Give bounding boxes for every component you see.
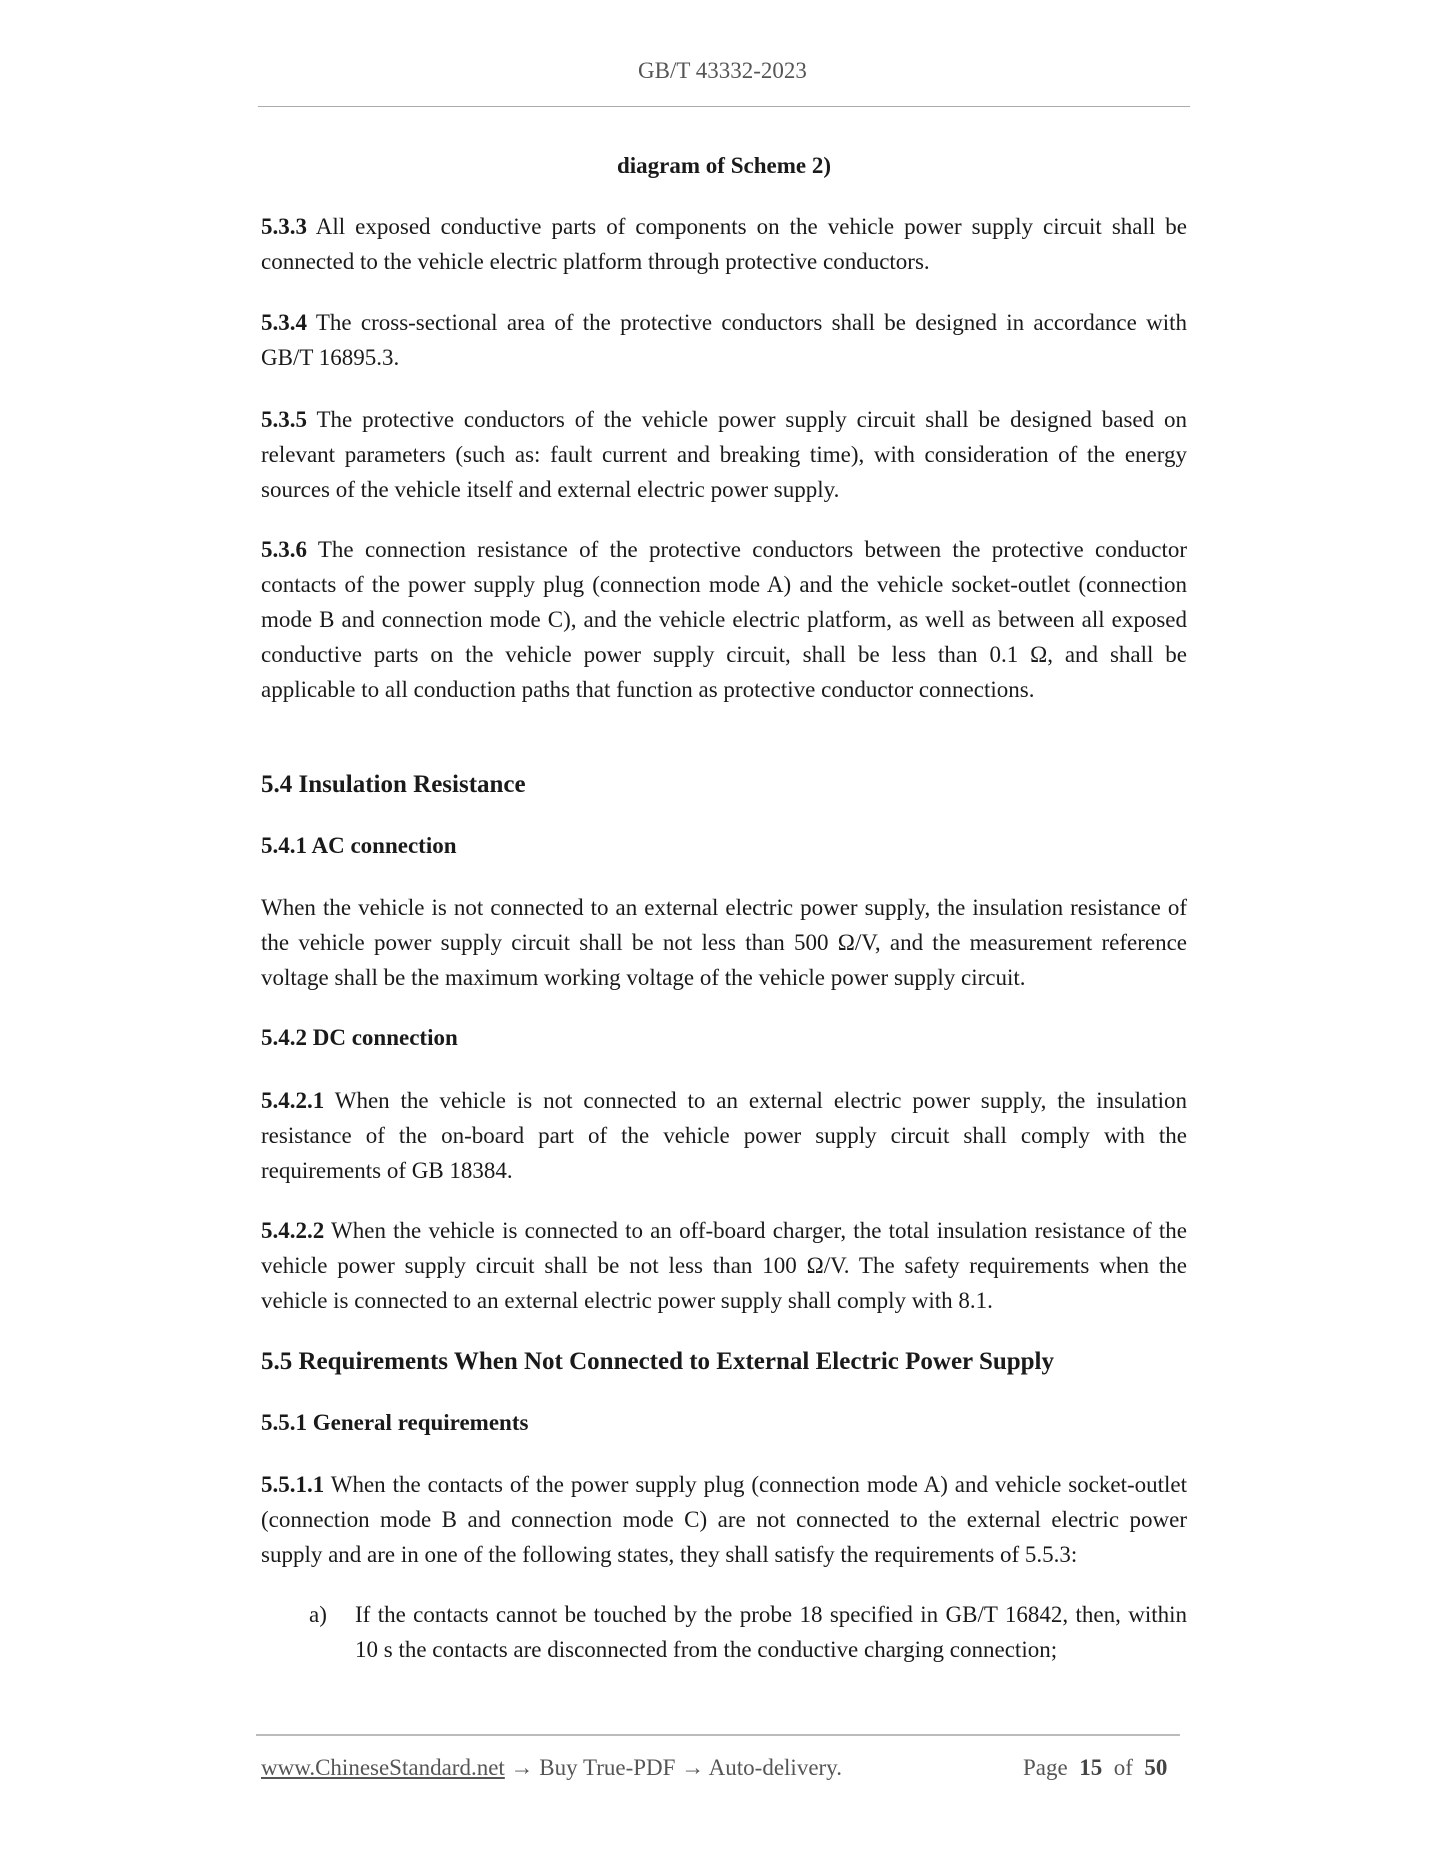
clause-number: 5.4.2.1: [261, 1088, 325, 1113]
clause-5-4-2-1: [261, 1083, 1187, 1188]
total-pages: 50: [1144, 1755, 1168, 1780]
arrow-right-icon: →: [681, 1755, 705, 1780]
subsection-heading-5-5-1: 5.5.1 General requirements: [261, 1410, 529, 1435]
footer-promo: [261, 1755, 842, 1781]
section-heading-5-4: 5.4 Insulation Resistance: [261, 771, 526, 798]
clause-number: 5.3.5: [261, 407, 307, 432]
subsection-heading-5-4-2: 5.4.2 DC connection: [261, 1025, 458, 1050]
continued-figure-title: diagram of Scheme 2): [617, 153, 831, 178]
clause-5-5-1-1: [261, 1467, 1187, 1572]
clause-text: When the vehicle is not connected to an external electric power supply, the insulation resistance of the on-board part of the vehicle power supply circuit shall comply with the requirements of GB 18384.: [261, 1088, 1187, 1183]
clause-5-3-6: [261, 532, 1187, 707]
clause-text: The protective conductors of the vehicle power supply circuit shall be designed based on relevant parameters (such as: fault current and breaking time), with consideration of the energy sources of the vehicle itself and external electric power supply.: [261, 407, 1187, 502]
clause-5-4-1-text: When the vehicle is not connected to an external electric power supply, the insulation resistance of the vehicle power supply circuit shall be not less than 500 Ω/V, and the measurement reference voltage shall be the maximum working voltage of the vehicle power supply circuit.: [261, 895, 1187, 990]
clause-5-3-5: [261, 402, 1187, 507]
subsection-heading-5-4-1: 5.4.1 AC connection: [261, 833, 457, 858]
footer-divider: [256, 1734, 1180, 1736]
clause-text: When the contacts of the power supply plug (connection mode A) and vehicle socket-outlet (connection mode B and connection mode C) are not connected to the external electric power supply and are in one of the following states, they shall satisfy the requirements of 5.5.3:: [261, 1472, 1187, 1567]
clause-text: All exposed conductive parts of components on the vehicle power supply circuit shall be connected to the vehicle electric platform through protective conductors.: [261, 214, 1187, 274]
list-item-a: [261, 1597, 1187, 1667]
of-label: of: [1113, 1755, 1133, 1780]
current-page: 15: [1079, 1755, 1103, 1780]
clause-5-3-4: [261, 305, 1187, 375]
list-item-label: a): [309, 1602, 327, 1627]
clause-number: 5.4.2.2: [261, 1218, 325, 1243]
clause-number: 5.3.3: [261, 214, 307, 239]
header-divider: [258, 106, 1190, 107]
clause-5-4-2-2: [261, 1213, 1187, 1318]
clause-number: 5.5.1.1: [261, 1472, 325, 1497]
clause-text: When the vehicle is connected to an off-board charger, the total insulation resistance of the vehicle power supply circuit shall be not less than 100 Ω/V. The safety requirements when the vehicle is connected to an external electric power supply shall comply with 8.1.: [261, 1218, 1187, 1313]
page-label: Page: [1023, 1755, 1068, 1780]
section-heading-5-5: 5.5 Requirements When Not Connected to External Electric Power Supply: [261, 1348, 1055, 1375]
clause-5-3-3: [261, 209, 1187, 279]
clause-number: 5.3.4: [261, 310, 307, 335]
website-link[interactable]: www.ChineseStandard.net: [261, 1755, 505, 1780]
list-item-text: If the contacts cannot be touched by the probe 18 specified in GB/T 16842, then, within 10 s the contacts are disconnected from the conductive charging connection;: [355, 1602, 1187, 1662]
clause-number: 5.3.6: [261, 537, 307, 562]
arrow-right-icon: →: [510, 1755, 534, 1780]
clause-text: The connection resistance of the protective conductors between the protective conductor contacts of the power supply plug (connection mode A) and the vehicle socket-outlet (connection mode B and connection mode C), and the vehicle electric platform, as well as between all exposed conductive parts on the vehicle power supply circuit, shall be less than 0.1 Ω, and shall be applicable to all conduction paths that function as protective conductor connections.: [261, 537, 1187, 702]
page-indicator: [1023, 1755, 1167, 1781]
auto-delivery-text: Auto-delivery.: [704, 1755, 842, 1780]
buy-text: Buy True-PDF: [533, 1755, 682, 1780]
clause-text: The cross-sectional area of the protective conductors shall be designed in accordance with GB/T 16895.3.: [261, 310, 1187, 370]
document-header: GB/T 43332-2023: [638, 58, 807, 83]
